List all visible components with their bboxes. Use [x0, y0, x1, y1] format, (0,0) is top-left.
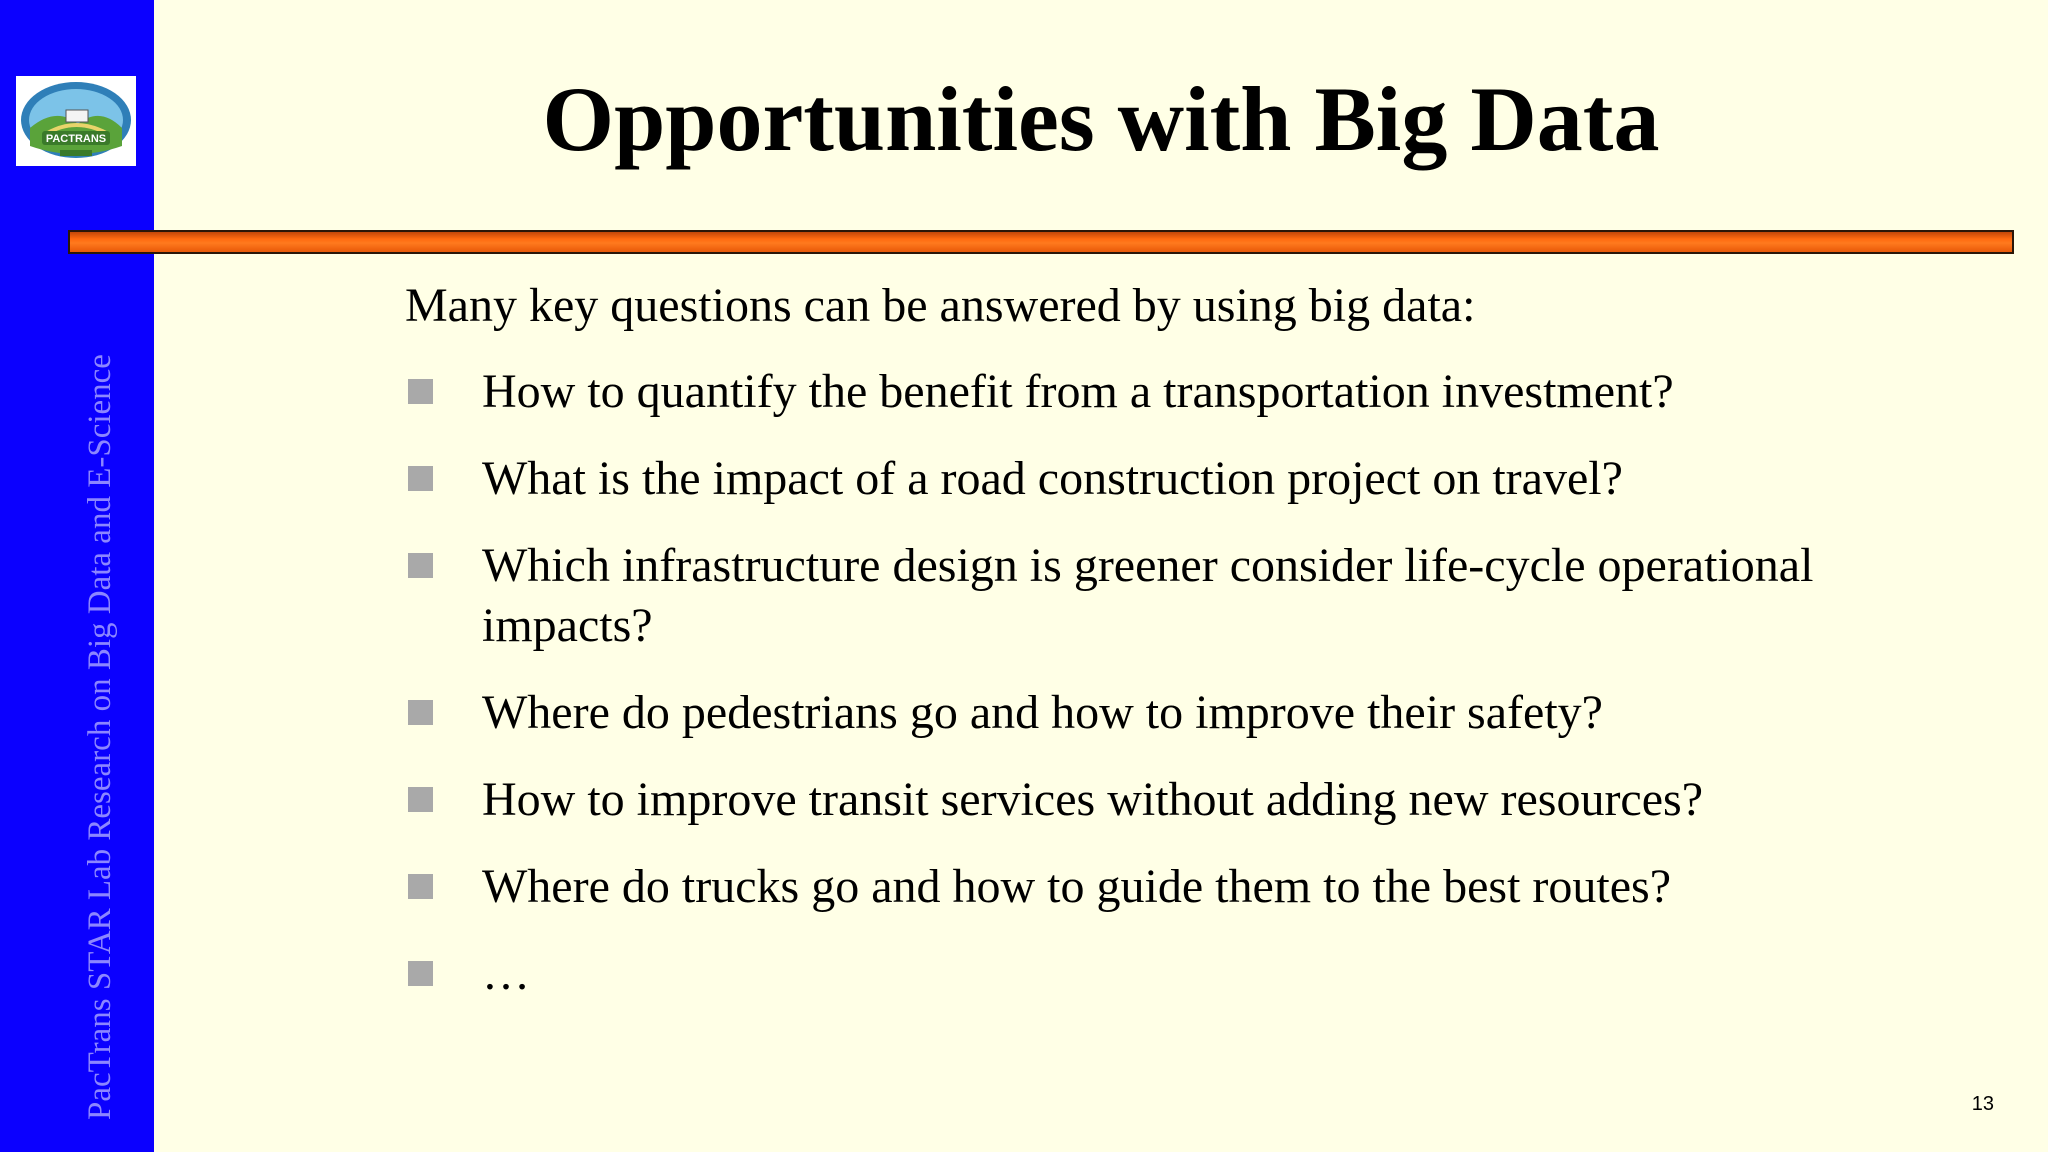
square-bullet-icon: [408, 466, 433, 491]
bullet-text: How to quantify the benefit from a transportation investment?: [482, 365, 1674, 418]
bullet-item: [405, 944, 1965, 1004]
bullet-text: …: [482, 947, 530, 1000]
bullet-item: [405, 362, 1965, 422]
bullet-item: [405, 770, 1965, 830]
intro-text: Many key questions can be answered by using big data:: [405, 279, 1476, 332]
square-bullet-icon: [408, 961, 433, 986]
title-divider: [68, 230, 2014, 254]
square-bullet-icon: [408, 553, 433, 578]
bullet-item: [405, 536, 1965, 656]
slide-title: Opportunities with Big Data: [542, 68, 1660, 170]
bullet-item: [405, 683, 1965, 743]
sidebar-caption: PacTrans STAR Lab Research on Big Data and E-Science: [82, 354, 118, 1120]
slide-content: [405, 276, 1965, 1031]
bullet-item: [405, 449, 1965, 509]
square-bullet-icon: [408, 874, 433, 899]
bullet-text: What is the impact of a road construction project on travel?: [482, 452, 1623, 505]
page-number: 13: [1971, 1093, 1994, 1115]
square-bullet-icon: [408, 379, 433, 404]
pactrans-logo: [16, 76, 136, 166]
bullet-text: Which infrastructure design is greener consider life-cycle operational impacts?: [482, 539, 1814, 652]
bullet-text: How to improve transit services without adding new resources?: [482, 773, 1704, 826]
square-bullet-icon: [408, 700, 433, 725]
bullet-text: Where do trucks go and how to guide them to the best routes?: [482, 860, 1672, 913]
square-bullet-icon: [408, 787, 433, 812]
logo-text: PACTRANS: [45, 133, 107, 145]
bullet-list: [405, 362, 1965, 1004]
bullet-text: Where do pedestrians go and how to improve their safety?: [482, 686, 1603, 739]
bullet-item: [405, 857, 1965, 917]
sidebar: [0, 0, 154, 1152]
pactrans-logo-graphic: [16, 76, 136, 166]
